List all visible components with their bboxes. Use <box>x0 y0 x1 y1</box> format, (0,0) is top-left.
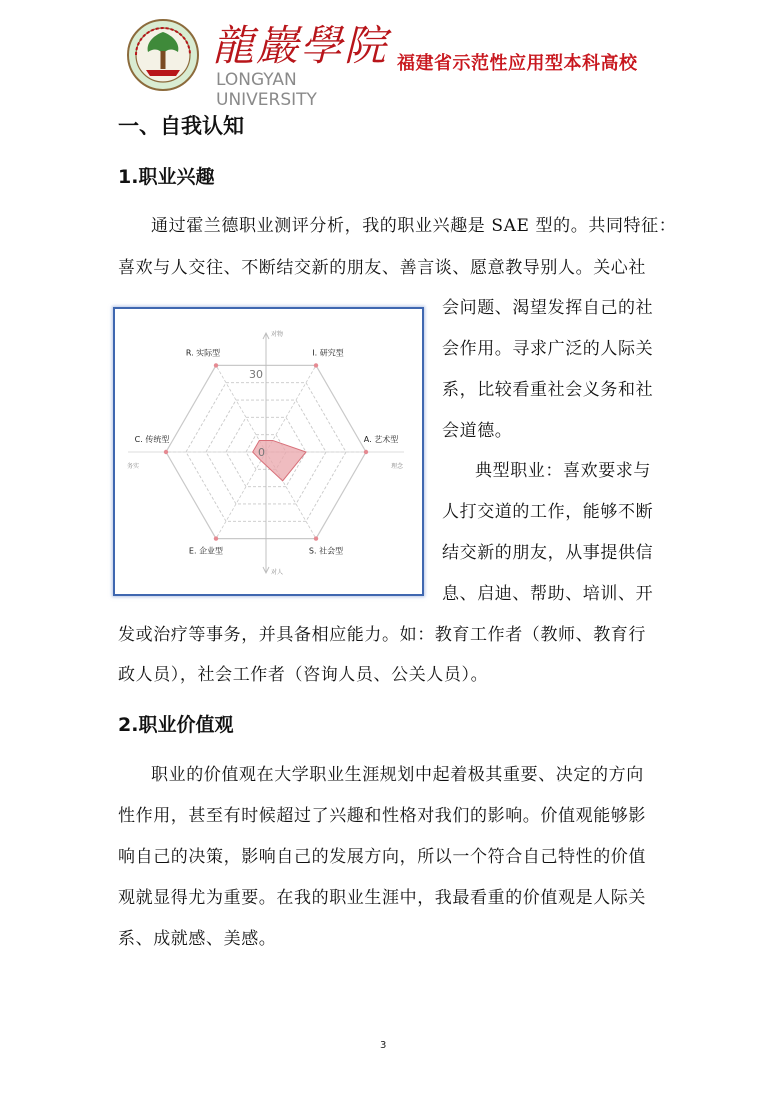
radar-axis-label-a: A. 艺术型 <box>363 435 399 444</box>
radar-vertex-point <box>314 536 318 540</box>
radar-spoke <box>216 452 266 539</box>
radar-axis-title-left: 务实 <box>126 463 140 470</box>
university-seal-icon <box>126 18 200 92</box>
paragraph-line: 喜欢与人交往、不断结交新的朋友、善言谈、愿意教导别人。关心社 <box>118 258 646 278</box>
paragraph-line: 发或治疗等事务，并具备相应能力。如：教育工作者（教师、教育行 <box>118 625 646 645</box>
radar-axis-label-c: C. 传统型 <box>134 435 170 444</box>
paragraph-line: 人打交道的工作，能够不断 <box>442 502 654 522</box>
radar-tick-label: 30 <box>249 368 263 381</box>
radar-vertex-point <box>314 363 318 367</box>
radar-axis-label-e: E. 企业型 <box>188 546 224 556</box>
paragraph-line: 会作用。寻求广泛的人际关 <box>442 339 654 359</box>
paragraph-line: 系、成就感、美感。 <box>118 929 277 949</box>
holland-radar-chart <box>113 307 424 596</box>
paragraph-line: 息、启迪、帮助、培训、开 <box>442 584 654 604</box>
paragraph-line: 政人员），社会工作者（咨询人员、公关人员）。 <box>118 665 489 685</box>
paragraph-line: 典型职业：喜欢要求与 <box>475 461 651 481</box>
radar-vertex-point <box>164 450 168 454</box>
paragraph-line: 性作用，甚至有时候超过了兴趣和性格对我们的影响。价值观能够影 <box>118 806 646 826</box>
radar-spoke <box>266 365 316 452</box>
paragraph-line: 观就显得尤为重要。在我的职业生涯中，我最看重的价值观是人际关 <box>118 888 646 908</box>
radar-chart-svg <box>115 309 422 594</box>
subsection-title-interest: 1.职业兴趣 <box>118 166 215 188</box>
radar-axis-title-right: 理念 <box>390 463 404 470</box>
radar-axis-label-s: S. 社会型 <box>308 546 344 556</box>
header-slogan: 福建省示范性应用型本科高校 <box>397 53 638 74</box>
radar-vertex-point <box>214 363 218 367</box>
radar-vertex-point <box>214 536 218 540</box>
paragraph-line: 通过霍兰德职业测评分析，我的职业兴趣是 SAE 型的。共同特征： <box>151 216 677 236</box>
paragraph-line: 结交新的朋友，从事提供信 <box>442 543 654 563</box>
radar-axis-label-r: R. 实际型 <box>185 348 221 358</box>
radar-tick-label: 0 <box>258 446 265 459</box>
subsection-title-values: 2.职业价值观 <box>118 714 234 736</box>
paragraph-line: 会问题、渴望发挥自己的社 <box>442 298 654 318</box>
paragraph-line: 系，比较看重社会义务和社 <box>442 380 654 400</box>
radar-vertex-point <box>364 450 368 454</box>
paragraph-line: 会道德。 <box>442 421 513 441</box>
document-header <box>120 18 680 110</box>
page-number: 3 <box>380 1040 387 1051</box>
radar-axis-title-bottom: 对人 <box>271 569 284 576</box>
university-name-en: LONGYAN UNIVERSITY <box>216 70 317 110</box>
university-logo <box>212 21 402 110</box>
radar-axis-label-i: I. 研究型 <box>312 348 344 358</box>
paragraph-line: 响自己的决策，影响自己的发展方向，所以一个符合自己特性的价值 <box>118 847 646 867</box>
section-title: 一、自我认知 <box>118 114 244 138</box>
university-name-cn: 龍巖學院 <box>212 21 389 70</box>
radar-axis-title-top: 对物 <box>271 331 284 338</box>
paragraph-line: 职业的价值观在大学职业生涯规划中起着极其重要、决定的方向 <box>151 765 644 785</box>
